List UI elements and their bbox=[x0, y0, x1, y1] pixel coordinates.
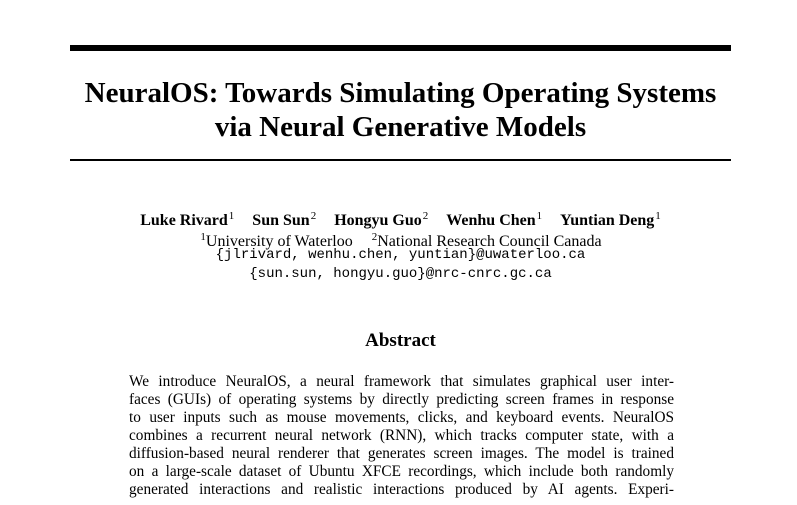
author-hongyu-guo bbox=[334, 212, 428, 229]
title-rule-top bbox=[70, 45, 731, 51]
author-affil-mark: 2 bbox=[310, 210, 317, 222]
author-sun-sun bbox=[252, 212, 316, 229]
author-affil-mark: 2 bbox=[422, 210, 429, 222]
affiliation-name: National Research Council Canada bbox=[377, 233, 602, 251]
paper-title bbox=[70, 76, 731, 144]
paper-title-line-1: NeuralOS: Towards Simulating Operating Systems bbox=[84, 77, 717, 109]
author-name: Wenhu Chen bbox=[446, 212, 536, 230]
author-name: Luke Rivard bbox=[140, 212, 228, 230]
abstract-line: combines a recurrent neural network (RNN), which tracks computer state, with a bbox=[129, 427, 674, 444]
abstract-line: diffusion-based neural renderer that generates screen images. The model is trained bbox=[129, 445, 674, 462]
author-name: Yuntian Deng bbox=[560, 212, 655, 230]
author-affil-mark: 1 bbox=[536, 210, 543, 222]
abstract-line: generated interactions and realistic interactions produced by AI agents. Experi- bbox=[129, 481, 674, 498]
email-line-nrc: {sun.sun, hongyu.guo}@nrc-cnrc.gc.ca bbox=[249, 266, 552, 282]
paper-title-line-2: via Neural Generative Models bbox=[214, 111, 587, 143]
author-name: Hongyu Guo bbox=[334, 212, 422, 230]
email-line-waterloo: {jlrivard, wenhu.chen, yuntian}@uwaterloo.ca bbox=[215, 247, 586, 263]
author-yuntian-deng bbox=[560, 212, 661, 229]
abstract-line: to user inputs such as mouse movements, clicks, and keyboard events. NeuralOS bbox=[129, 409, 674, 426]
author-wenhu-chen bbox=[446, 212, 542, 229]
author-luke-rivard bbox=[140, 212, 234, 229]
abstract-line: on a large-scale dataset of Ubuntu XFCE recordings, which include both randomly bbox=[129, 463, 674, 480]
abstract-heading: Abstract bbox=[365, 330, 436, 351]
author-name: Sun Sun bbox=[252, 212, 310, 230]
author-affil-mark: 1 bbox=[655, 210, 661, 222]
affiliation-name: University of Waterloo bbox=[205, 233, 353, 251]
affiliation-mark: 1 bbox=[200, 231, 206, 243]
abstract-line: faces (GUIs) of operating systems by directly predicting screen frames in response bbox=[129, 391, 674, 408]
abstract-line: We introduce NeuralOS, a neural framework that simulates graphical user inter- bbox=[129, 373, 674, 390]
author-affil-mark: 1 bbox=[228, 210, 235, 222]
title-rule-bottom bbox=[70, 159, 731, 161]
affiliation-mark: 2 bbox=[371, 231, 378, 243]
